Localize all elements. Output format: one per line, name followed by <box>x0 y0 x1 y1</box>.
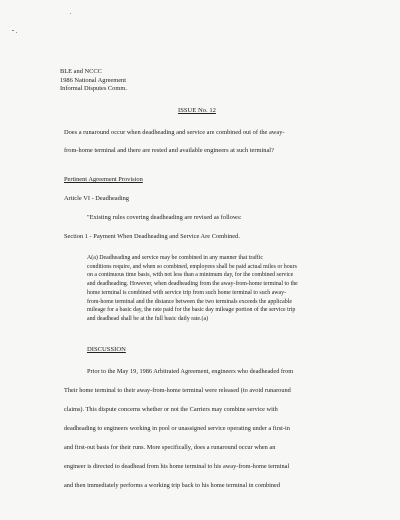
issue-question <box>64 124 364 160</box>
rule-line: on a continuous time basis, with not less than a minimum day, for the combined service <box>87 272 294 279</box>
rule-line: home terminal is combined with service trip from such home terminal to such away- <box>87 289 287 296</box>
question-line: Does a runaround occur when deadheading and service are combined out of the away- <box>64 129 285 136</box>
article-heading: Article VI - Deadheading <box>64 195 130 202</box>
section-heading: Section 1 - Payment When Deadheading and Service Are Combined. <box>64 233 240 240</box>
scan-speck <box>70 13 71 14</box>
header-line: BLE and NCCC <box>60 68 102 75</box>
rule-line: A(a) Deadheading and service may be combined in any manner that traffic <box>87 255 264 261</box>
rule-line: and deadheading. However, when deadheading from the away-from-home terminal to the <box>87 281 298 288</box>
discussion-line: and first-out basis for their runs. More specifically, does a runaround occur when an <box>64 444 276 451</box>
question-line: from-home terminal and there are rested and available engineers at such terminal? <box>64 147 274 154</box>
pertinent-provision-heading: Pertinent Agreement Provision <box>64 176 143 183</box>
discussion-text <box>64 362 384 495</box>
rule-line: conditions require, and when so combined, employees shall be paid actual miles or hours <box>87 263 297 270</box>
rule-line: mileage for a basic day, the rate paid for the basic day mileage portion of the service trip <box>87 307 296 314</box>
header-line: 1986 National Agreement <box>60 76 127 84</box>
discussion-line: claims). This dispute concerns whether or not the Carriers may combine service with <box>64 406 278 413</box>
rule-line: and deadhead shall be at the full basic daily rate.(a) <box>87 315 209 322</box>
discussion-line: Their home terminal to their away-from-home terminal were released (to avoid runaround <box>64 387 291 394</box>
document-header <box>60 68 127 94</box>
discussion-line: engineer is directed to deadhead from his home terminal to his away-from-home terminal <box>64 463 290 470</box>
scan-speck <box>16 32 17 33</box>
rule-text <box>87 254 377 324</box>
scan-speck <box>12 30 14 31</box>
discussion-line: and then immediately performs a working trip back to his home terminal in combined <box>64 482 280 489</box>
header-line: Informal Disputes Comm. <box>60 85 127 93</box>
existing-rules-intro: "Existing rules covering deadheading are revised as follows: <box>87 214 242 221</box>
issue-title: ISSUE No. 12 <box>178 107 216 114</box>
discussion-line: deadheading to engineers working in pool or unassigned service operating under a first-in <box>64 425 290 432</box>
discussion-line: Prior to the May 19, 1986 Arbitrated Agreement, engineers who deadheaded from <box>87 368 294 375</box>
discussion-heading: DISCUSSION <box>87 346 126 353</box>
rule-line: from-home terminal and the distance between the two terminals exceeds the applicable <box>87 298 292 305</box>
